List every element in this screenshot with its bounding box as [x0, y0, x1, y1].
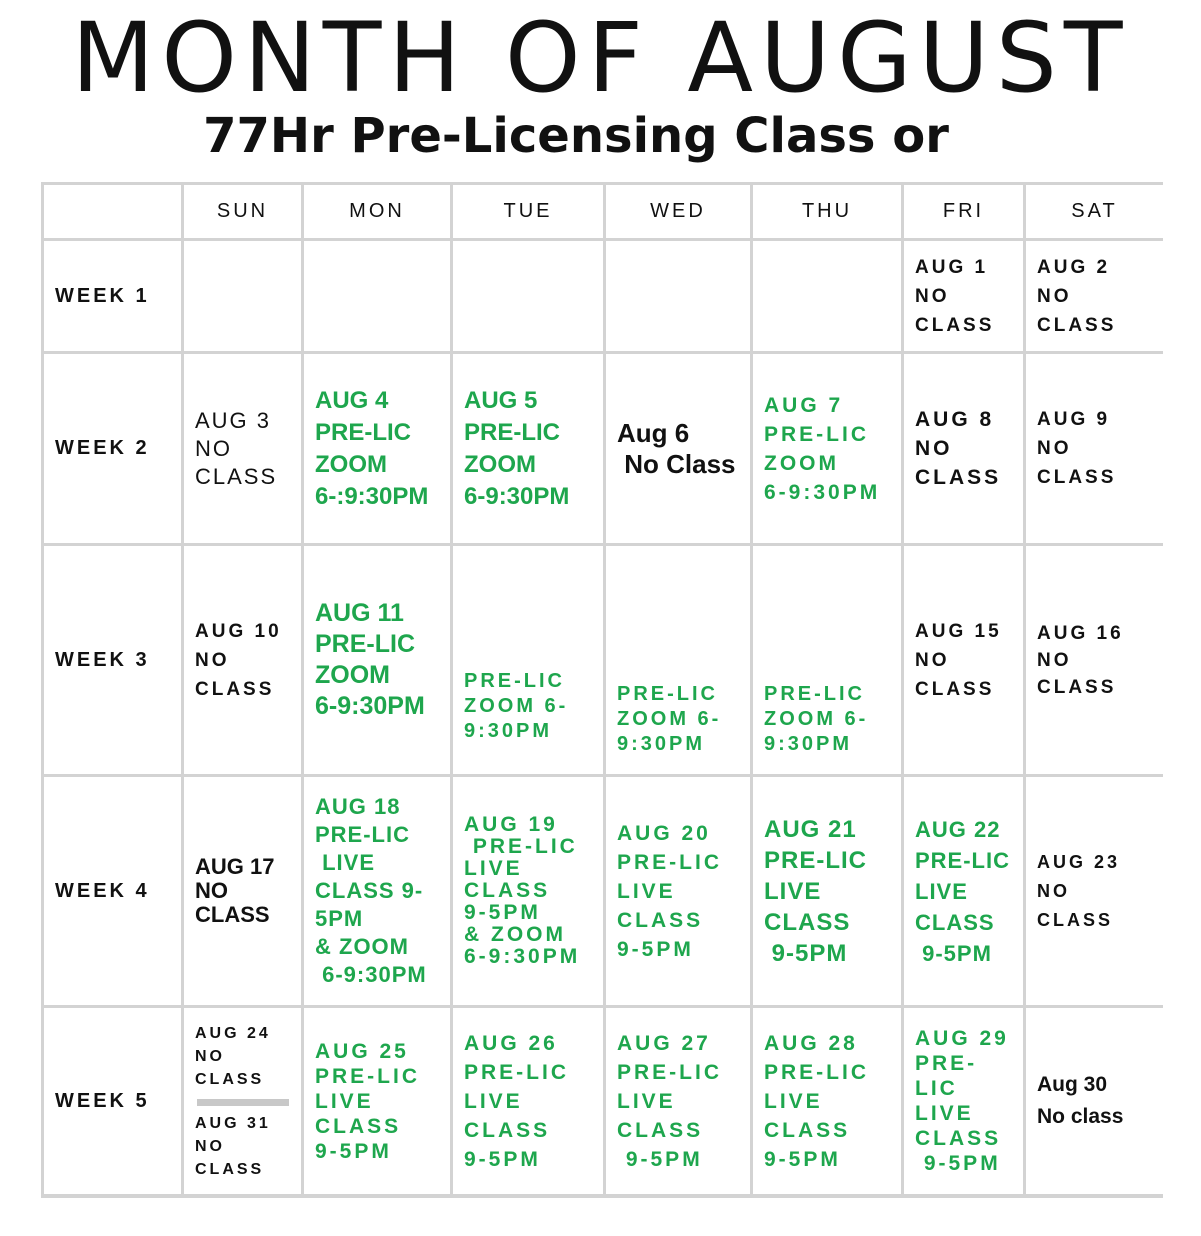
cell-text-line: 9-5PM [617, 937, 694, 961]
day-cell-aug-9 [1026, 354, 1163, 543]
cell-text-line: 9-5PM [915, 1152, 1001, 1175]
cell-text-line: NO [915, 437, 953, 460]
cell-text-line: 6-9:30PM [464, 482, 570, 510]
day-entry-aug-31 [195, 1112, 301, 1181]
cell-text-line: CLASS [195, 1070, 265, 1088]
cell-text-line: AUG 21 [764, 815, 857, 843]
day-cell-aug-6 [606, 354, 750, 543]
cell-text-line: AUG 28 [764, 1031, 858, 1055]
cell-text-line: 9-5PM [764, 939, 848, 967]
day-cell-empty [453, 241, 603, 351]
cell-text-line: NO [915, 649, 950, 671]
cell-text-line: LIVE [464, 1089, 523, 1113]
cell-text-line: CLASS [617, 1118, 704, 1142]
cell-text-line: 5PM [315, 906, 364, 931]
cell-text-line: LIVE [617, 1089, 676, 1113]
day-cell-aug-7 [753, 354, 901, 543]
cell-text-line: AUG 5 [464, 386, 538, 414]
day-cell-aug-29 [904, 1008, 1023, 1194]
cell-text-line: ZOOM [315, 661, 390, 689]
cell-text-line: PRE-LIC [464, 418, 560, 446]
cell-text-line: 6-:9:30PM [315, 482, 429, 510]
cell-text-line: AUG 16 [1037, 622, 1124, 644]
cell-text-line: CLASS [915, 909, 995, 935]
cell-text-line: PRE-LIC [617, 683, 718, 705]
cell-text-line: CLASS [1037, 909, 1114, 930]
week-label-3: WEEK 3 [44, 546, 181, 774]
calendar-grid [41, 182, 1163, 1198]
cell-text-line: 6-9:30PM [764, 480, 881, 504]
cell-text-line: PRE-LIC [764, 846, 867, 874]
day-cell-aug-20 [606, 777, 750, 1005]
day-cell-empty [753, 241, 901, 351]
cell-text-line: CLASS [195, 902, 270, 927]
cell-text-line: CLASS 9- [315, 878, 424, 903]
cell-text-line: & ZOOM [315, 934, 409, 959]
corner-cell [44, 185, 181, 238]
cell-text-line: CLASS [764, 1118, 851, 1142]
cell-text-line: NO [1037, 285, 1072, 307]
page-title: MONTH OF AUGUST [71, 2, 1130, 114]
cell-text-line: CLASS [464, 1118, 551, 1142]
cell-text-line: 6-9:30PM [315, 962, 427, 987]
cell-text-line: CLASS [764, 908, 851, 936]
cell-text-line: PRE-LIC [315, 822, 410, 847]
cell-text-line: AUG 26 [464, 1031, 558, 1055]
day-cell-aug-21 [753, 777, 901, 1005]
cell-text-line: 9-5PM [464, 1147, 541, 1171]
cell-text-line: LIVE [617, 879, 676, 903]
cell-text-line: NO [195, 878, 228, 903]
day-cell-aug-5 [453, 354, 603, 543]
day-cell-empty [184, 241, 301, 351]
cell-text-line: 9-5PM [915, 940, 992, 966]
cell-text-line: AUG 29 [915, 1027, 1009, 1050]
cell-text-line: 9-5PM [464, 901, 541, 924]
week-label-2: WEEK 2 [44, 354, 181, 543]
cell-text-line: 9:30PM [617, 733, 706, 755]
cell-text-line: LIVE [315, 1089, 374, 1113]
cell-text-line: PRE-LIC [915, 847, 1010, 873]
day-cell-aug-24-31 [184, 1008, 301, 1194]
cell-text-line: Aug 30 [1037, 1073, 1108, 1096]
cell-text-line: CLASS [1037, 676, 1117, 698]
day-cell-aug-1 [904, 241, 1023, 351]
day-cell-aug-16 [1026, 546, 1163, 774]
cell-text-line: AUG 23 [1037, 851, 1121, 872]
cell-text-line: CLASS [195, 678, 275, 700]
cell-text-line: NO [915, 285, 950, 307]
cell-text-line: AUG 20 [617, 821, 711, 845]
cell-text-line: PRE-LIC [464, 1060, 569, 1084]
day-header-tue: TUE [453, 185, 603, 238]
week-label-4: WEEK 4 [44, 777, 181, 1005]
cell-text-line: PRE-LIC [764, 422, 869, 446]
day-entry-aug-24 [195, 1022, 301, 1091]
cell-text-line: PRE- [915, 1052, 978, 1075]
cell-text-line: LIVE [315, 850, 376, 875]
cell-text-line: AUG 18 [315, 794, 401, 819]
day-cell-aug-26 [453, 1008, 603, 1194]
cell-text-line: PRE-LIC [315, 418, 411, 446]
day-header-sat: SAT [1026, 185, 1163, 238]
cell-text-line: AUG 15 [915, 620, 1002, 642]
cell-text-line: 6-9:30PM [315, 692, 425, 720]
cell-text-line: LIVE [764, 1089, 823, 1113]
cell-text-line: ZOOM [315, 450, 387, 478]
day-cell-aug-30 [1026, 1008, 1163, 1194]
cell-text-line: AUG 8 [915, 408, 995, 431]
day-header-sun: SUN [184, 185, 301, 238]
day-cell-aug-4 [304, 354, 450, 543]
cell-text-line: PRE-LIC [617, 1060, 722, 1084]
day-cell-aug-19 [453, 777, 603, 1005]
cell-text-line: No Class [617, 448, 736, 479]
cell-text-line: CLASS [1037, 314, 1117, 336]
cell-text-line: ZOOM 6- [764, 708, 869, 730]
cell-text-line: AUG 17 [195, 854, 275, 879]
cell-text-line: 9:30PM [764, 733, 853, 755]
cell-text-line: ZOOM 6- [464, 695, 569, 717]
day-cell-empty [304, 241, 450, 351]
day-cell-aug-28 [753, 1008, 901, 1194]
day-cell-aug-25 [304, 1008, 450, 1194]
cell-text-line: PRE-LIC [464, 670, 565, 692]
day-header-mon: MON [304, 185, 450, 238]
cell-text-line: LIVE [764, 877, 822, 905]
cell-text-line: CLASS [464, 879, 551, 902]
cell-text-line: & ZOOM [464, 923, 566, 946]
day-cell-aug-13 [606, 546, 750, 774]
cell-text-line: NO [1037, 438, 1072, 459]
day-header-wed: WED [606, 185, 750, 238]
cell-text-line: AUG 31 [195, 1114, 271, 1132]
week-label-5: WEEK 5 [44, 1008, 181, 1194]
day-cell-aug-2 [1026, 241, 1163, 351]
cell-text-line: AUG 9 [1037, 409, 1111, 430]
divider-line [197, 1099, 289, 1106]
day-cell-aug-10 [184, 546, 301, 774]
cell-text-line: CLASS [195, 463, 278, 489]
cell-text-line: CLASS [915, 314, 995, 336]
cell-text-line: AUG 24 [195, 1024, 271, 1042]
cell-text-line: PRE-LIC [617, 850, 722, 874]
day-cell-aug-18 [304, 777, 450, 1005]
cell-text-line: NO [195, 649, 230, 671]
cell-text-line: NO [195, 435, 232, 461]
cell-text-line: PRE-LIC [315, 1064, 420, 1088]
cell-text-line: Aug 6 [617, 417, 690, 448]
cell-text-line: AUG 11 [315, 599, 404, 627]
cell-text-line: AUG 10 [195, 620, 282, 642]
day-cell-aug-11 [304, 546, 450, 774]
day-header-fri: FRI [904, 185, 1023, 238]
cell-text-line: ZOOM [764, 451, 839, 475]
day-cell-aug-17 [184, 777, 301, 1005]
cell-text-line: AUG 1 [915, 256, 989, 278]
cell-text-line: CLASS [315, 1114, 402, 1138]
cell-text-line: AUG 19 [464, 813, 558, 836]
cell-text-line: CLASS [915, 1127, 1002, 1150]
cell-text-line: 9-5PM [315, 1139, 392, 1163]
cell-text-line: ZOOM [464, 450, 536, 478]
cell-text-line: NO [1037, 649, 1072, 671]
day-cell-aug-23 [1026, 777, 1163, 1005]
day-header-thu: THU [753, 185, 901, 238]
cell-text-line: LIVE [464, 857, 523, 880]
day-cell-aug-3 [184, 354, 301, 543]
cell-text-line: No class [1037, 1105, 1124, 1128]
cell-text-line: AUG 7 [764, 393, 844, 417]
day-cell-aug-22 [904, 777, 1023, 1005]
cell-text-line: 9:30PM [464, 720, 553, 742]
day-cell-aug-8 [904, 354, 1023, 543]
cell-text-line: NO [195, 1137, 225, 1155]
cell-text-line: PRE-LIC [315, 630, 415, 658]
cell-text-line: LIVE [915, 878, 968, 904]
cell-text-line: CLASS [195, 1160, 265, 1178]
cell-text-line: AUG 25 [315, 1039, 409, 1063]
cell-text-line: PRE-LIC [764, 1060, 869, 1084]
day-cell-aug-14 [753, 546, 901, 774]
cell-text-line: AUG 2 [1037, 256, 1111, 278]
cell-text-line: PRE-LIC [464, 835, 578, 858]
cell-text-line: ZOOM 6- [617, 708, 722, 730]
day-cell-aug-12 [453, 546, 603, 774]
cell-text-line: AUG 4 [315, 386, 389, 414]
cell-text-line: 6-9:30PM [464, 945, 581, 968]
cell-text-line: 9-5PM [764, 1147, 841, 1171]
cell-text-line: AUG 27 [617, 1031, 711, 1055]
cell-text-line: AUG 22 [915, 816, 1001, 842]
day-cell-aug-15 [904, 546, 1023, 774]
day-cell-aug-27 [606, 1008, 750, 1194]
cell-text-line: LIC [915, 1077, 958, 1100]
cell-text-line: PRE-LIC [764, 683, 865, 705]
cell-text-line: AUG 3 [195, 407, 272, 433]
page-subtitle: 77Hr Pre-Licensing Class or [203, 108, 949, 164]
cell-text-line: CLASS [617, 908, 704, 932]
cell-text-line: NO [1037, 880, 1070, 901]
cell-text-line: 9-5PM [617, 1147, 703, 1171]
cell-text-line: CLASS [915, 466, 1002, 489]
cell-text-line: NO [195, 1047, 225, 1065]
cell-text-line: CLASS [915, 678, 995, 700]
cell-text-line: LIVE [915, 1102, 974, 1125]
day-cell-empty [606, 241, 750, 351]
cell-text-line: CLASS [1037, 467, 1117, 488]
week-label-1: WEEK 1 [44, 241, 181, 351]
